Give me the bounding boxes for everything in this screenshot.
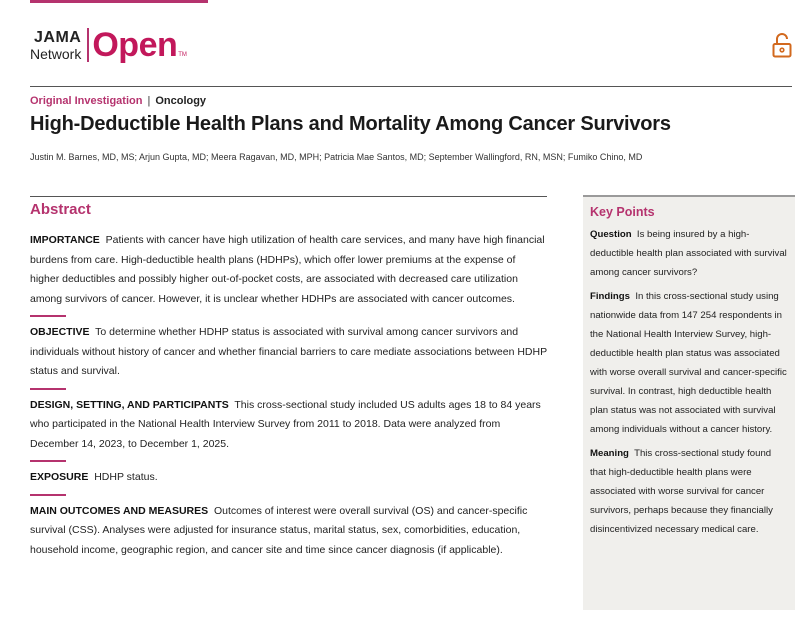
header-divider [30,86,792,87]
section-divider [30,460,66,462]
key-point-question [590,225,789,282]
abstract-section-exposure [30,468,547,488]
key-points-box [583,195,795,610]
abstract-section-outcomes [30,502,547,561]
abstract-body [30,231,547,560]
article-subject[interactable]: Oncology [155,95,207,107]
logo-trademark: TM [178,52,187,58]
section-text: This cross-sectional study included US adults ages 18 to 84 years who participated in the National Health Interview Survey from 2011 to 2018. Data were analyzed from December 14, 2023, to December 1, 2025. [30,398,541,450]
section-label: IMPORTANCE [30,234,100,246]
key-point-label: Meaning [590,448,629,459]
section-label: EXPOSURE [30,471,89,483]
kicker-separator: | [147,95,151,107]
key-point-findings [590,287,789,439]
top-accent-bar [30,0,208,3]
open-access-lock-icon[interactable] [772,32,792,58]
logo-divider [87,28,89,62]
key-point-text: This cross-sectional study found that high-deductible health plans were associated with worse survival for cancer survivors, perhaps because they financially disincentivized necessary medical care. [590,448,773,535]
abstract-heading: Abstract [30,201,91,218]
section-text: Outcomes of interest were overall survival (OS) and cancer-specific survival (CSS). Analyses were adjusted for insurance status, marital status, sex, comorbidities, education, household income, geographic region, and cancer site and time since cancer diagnosis (if applicable). [30,504,528,556]
article-title: High-Deductible Health Plans and Mortality Among Cancer Survivors [30,113,671,135]
logo-network-text: Network [30,45,82,62]
author-list: Justin M. Barnes, MD, MS; Arjun Gupta, MD; Meera Ragavan, MD, MPH; Patricia Mae Santos, MD; September Wallingford, RN, MSN; Fumiko Chino, MD [30,152,643,162]
section-divider [30,494,66,496]
section-divider [30,388,66,390]
key-point-meaning [590,444,789,539]
jama-network-open-logo[interactable] [30,28,187,62]
key-point-text: In this cross-sectional study using nationwide data from 147 254 respondents in the National Health Interview Survey, high-deductible health plan status was associated with worse overall survival and cancer-specific survival. In contrast, high deductible health plan status was not associated with survival among individuals without a cancer history. [590,291,787,435]
key-point-text: Is being insured by a high-deductible health plan associated with survival among cancer survivors? [590,229,787,278]
article-type[interactable]: Original Investigation [30,95,143,107]
logo-wordmark-left [30,30,81,61]
section-text: To determine whether HDHP status is associated with survival among cancer survivors and individuals without history of cancer and whether financial barriers to care mediate associations between HDHP status and survival. [30,326,547,377]
key-point-label: Findings [590,291,630,302]
key-points-heading: Key Points [590,205,655,219]
section-text: Patients with cancer have high utilization of health care services, and many have high financial burdens from care. High-deductible health plans (HDHPs), which offer lower premiums at the expense of higher deductibles and possibly higher out-of-pocket costs, are associated with decreased care utilization among survivors of cancer. However, it is unclear whether HDHPs are associated with cancer outcomes. [30,234,545,305]
abstract-section-objective [30,323,547,382]
section-text: HDHP status. [94,471,158,483]
logo-jama-text: JAMA [34,28,82,46]
article-kicker [30,95,206,107]
key-point-label: Question [590,229,632,240]
section-label: MAIN OUTCOMES AND MEASURES [30,504,209,517]
abstract-section-importance [30,231,547,309]
abstract-section-design [30,396,547,455]
abstract-top-rule [30,196,547,197]
logo-open-text: Open [92,26,178,64]
section-label: OBJECTIVE [30,326,90,338]
section-label: DESIGN, SETTING, AND PARTICIPANTS [30,398,229,411]
section-divider [30,315,66,317]
